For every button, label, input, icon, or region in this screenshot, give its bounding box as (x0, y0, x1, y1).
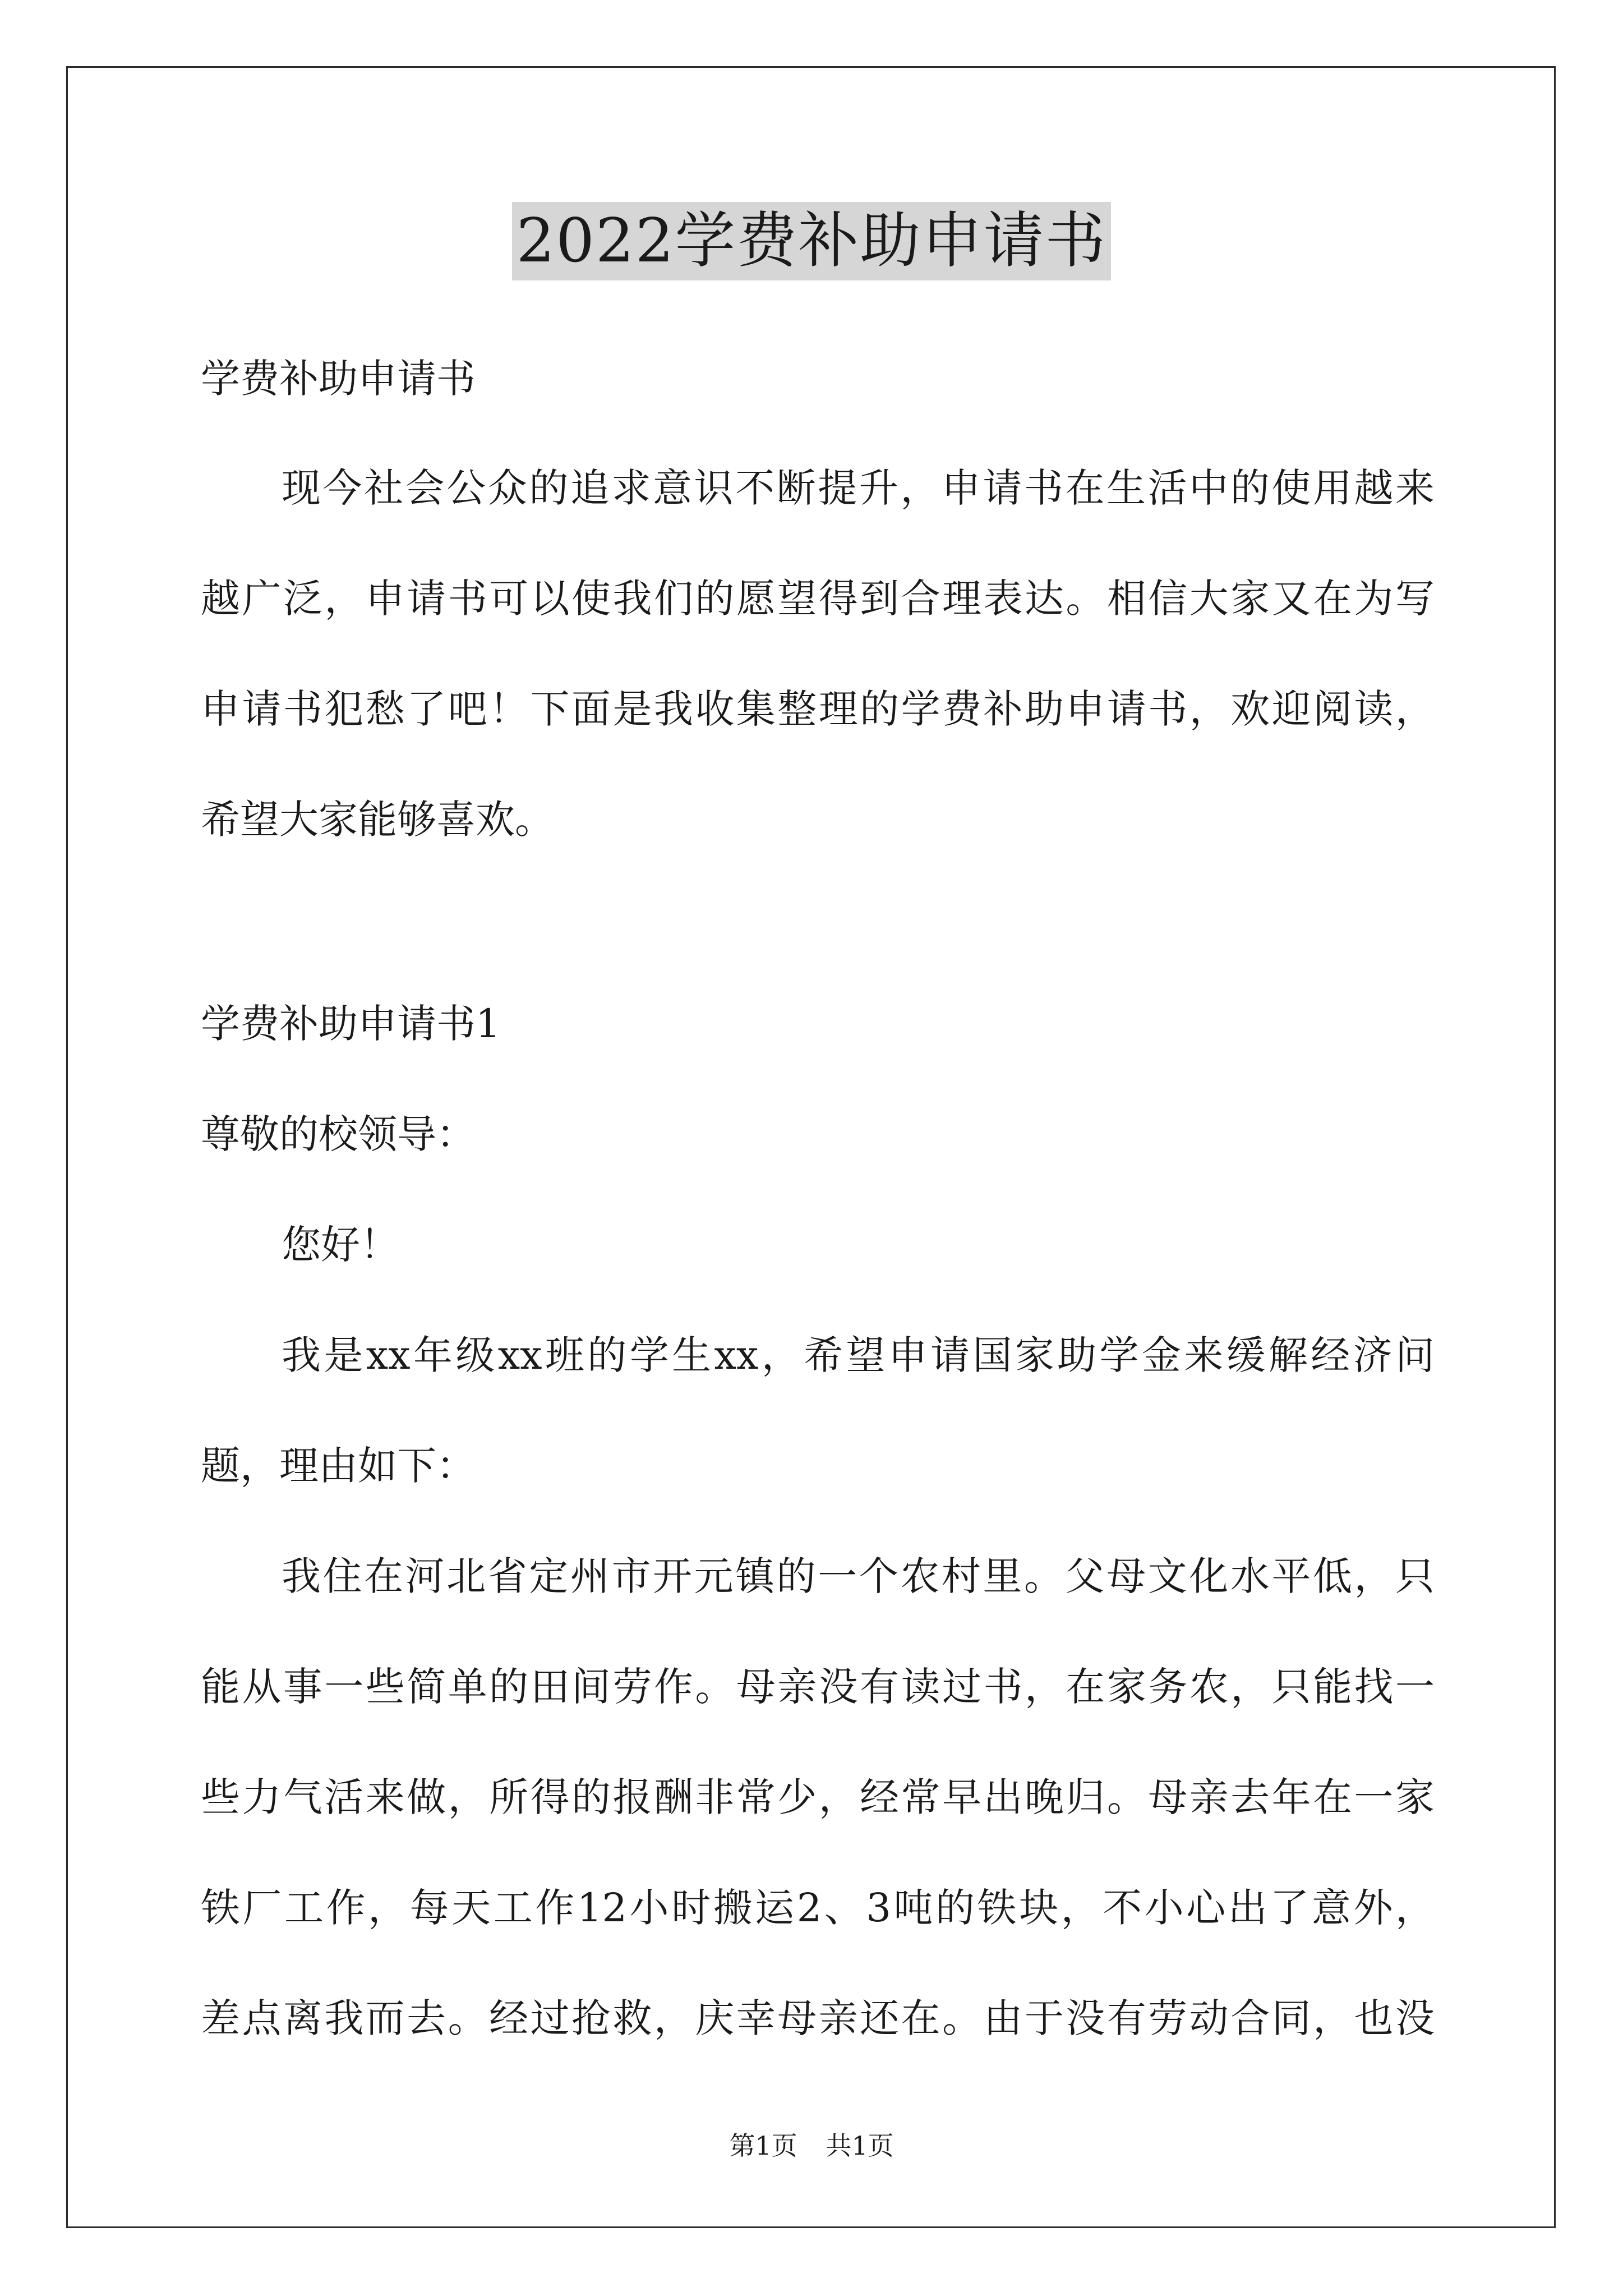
page-number: 第1页 (729, 2131, 797, 2161)
section-heading: 学费补助申请书1 (201, 1001, 501, 1047)
paragraph-line: 铁厂工作，每天工作12小时搬运2、3吨的铁块，不小心出了意外， (201, 1885, 1435, 1931)
document-title: 2022学费补助申请书 (512, 202, 1112, 280)
title-container (0, 202, 1623, 280)
subtitle-line: 学费补助申请书 (201, 356, 476, 402)
salutation: 尊敬的校领导： (201, 1111, 476, 1157)
page-total: 共1页 (826, 2131, 894, 2161)
paragraph-line: 能从事一些简单的田间劳作。母亲没有读过书，在家务农，只能找一 (201, 1664, 1435, 1710)
page-footer (0, 2126, 1623, 2165)
paragraph-line: 我住在河北省定州市开元镇的一个农村里。父母文化水平低，只 (282, 1553, 1435, 1599)
paragraph-line: 申请书犯愁了吧！下面是我收集整理的学费补助申请书，欢迎阅读， (201, 686, 1435, 732)
paragraph-line: 我是xx年级xx班的学生xx，希望申请国家助学金来缓解经济问 (282, 1332, 1435, 1378)
paragraph-line: 差点离我而去。经过抢救，庆幸母亲还在。由于没有劳动合同，也没 (201, 1995, 1435, 2041)
paragraph-line: 现今社会公众的追求意识不断提升，申请书在生活中的使用越来 (282, 465, 1435, 511)
paragraph-line: 希望大家能够喜欢。 (201, 797, 554, 843)
paragraph-line: 题，理由如下： (201, 1443, 476, 1489)
paragraph-line: 越广泛，申请书可以使我们的愿望得到合理表达。相信大家又在为写 (201, 576, 1435, 622)
greeting: 您好！ (282, 1222, 399, 1268)
paragraph-line: 些力气活来做，所得的报酬非常少，经常早出晚归。母亲去年在一家 (201, 1774, 1435, 1820)
